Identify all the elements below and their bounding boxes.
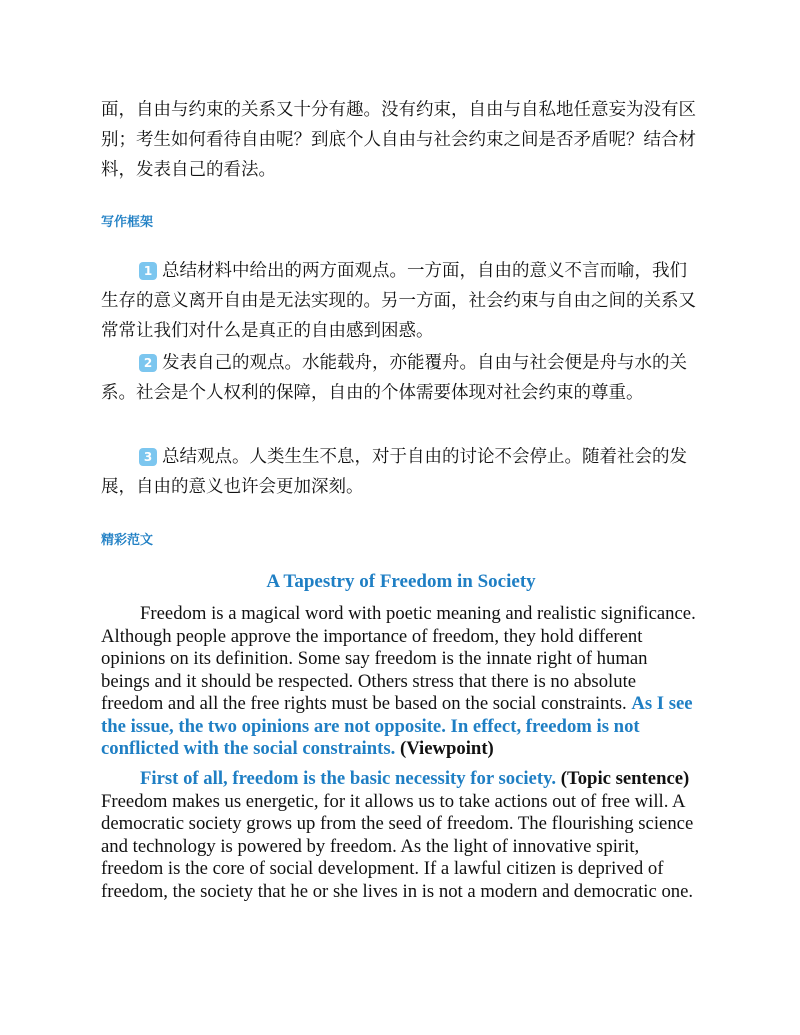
framework-point-2 [101, 348, 701, 408]
number-badge-2: 2 [139, 354, 157, 372]
sample-heading: 精彩范文 [101, 533, 154, 548]
framework-point-1 [101, 256, 701, 346]
framework-point-text: 总结材料中给出的两方面观点。一方面，自由的意义不言而喻，我们生存的意义离开自由是无法实现的。另一方面，社会约束与自由之间的关系又常常让我们对什么是真正的自由感到困惑。 [101, 261, 696, 341]
number-badge-1: 1 [139, 262, 157, 280]
topic-sentence-highlight: First of all, freedom is the basic necessity for society. [140, 768, 557, 789]
viewpoint-note: (Viewpoint) [399, 738, 494, 759]
framework-point-text: 发表自己的观点。水能载舟，亦能覆舟。自由与社会便是舟与水的关系。社会是个人权利的保障，自由的个体需要体现对社会约束的尊重。 [101, 353, 687, 403]
number-badge-3: 3 [139, 448, 157, 466]
paragraph-text: Freedom is a magical word with poetic meaning and realistic significance. Although people approve the importance of freedom, they hold different opinions on its definition. Some say freedom is the innate right of human beings and it should be respected. Others stress that there is no absolute freedom and all the free rights must be based on the social constraints. [101, 603, 696, 714]
framework-point-text: 总结观点。人类生生不息，对于自由的讨论不会停止。随着社会的发展，自由的意义也许会更加深刻。 [101, 447, 687, 497]
topic-sentence-note: (Topic sentence) [560, 768, 690, 789]
essay-paragraph-1 [101, 603, 699, 761]
essay-paragraph-2 [101, 768, 699, 903]
intro-paragraph: 面，自由与约束的关系又十分有趣。没有约束，自由与自私地任意妄为没有区别；考生如何看待自由呢？到底个人自由与社会约束之间是否矛盾呢？结合材料，发表自己的看法。 [101, 100, 696, 180]
framework-heading: 写作框架 [101, 215, 154, 230]
essay-title: A Tapestry of Freedom in Society [266, 571, 536, 592]
paragraph-text: Freedom makes us energetic, for it allows us to take actions out of free will. A democratic society grows up from the seed of freedom. The flourishing science and technology is powered by freedom. As the light of innovative spirit, freedom is the core of social development. If a lawful citizen is deprived of freedom, the society that he or she lives in is not a modern and democratic one. [101, 790, 694, 902]
viewpoint-highlight: As I see the issue, the two opinions are not opposite. In effect, freedom is not conflicted with the social constraints. [101, 693, 693, 759]
framework-point-3 [101, 442, 701, 502]
